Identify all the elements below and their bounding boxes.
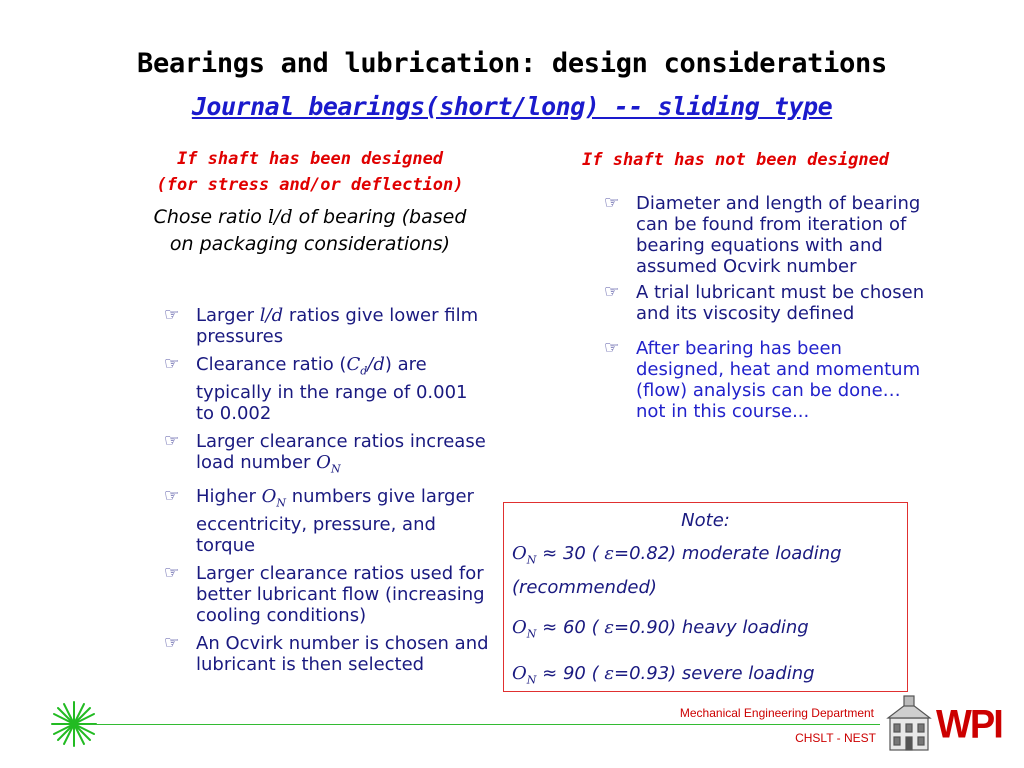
left-bullet-list xyxy=(160,305,490,682)
list-item: ☞ Higher $O_N$ numbers give larger eccentricity, pressure, and torque xyxy=(164,486,474,556)
pointing-hand-icon: ☞ xyxy=(164,430,180,451)
pointing-hand-icon: ☞ xyxy=(164,486,180,507)
footer-group: CHSLT - NEST xyxy=(795,731,876,745)
right-heading: If shaft has not been designed xyxy=(582,150,890,170)
list-item: ☞ Diameter and length of bearing can be found from iteration of bearing equations with and assumed Ocvirk number xyxy=(604,193,921,277)
pointing-hand-icon: ☞ xyxy=(164,305,180,325)
list-item: ☞ Clearance ratio $(C_d/d)$ are typically in the range of 0.001 to 0.002 xyxy=(164,354,468,424)
pointing-hand-icon: ☞ xyxy=(604,338,620,358)
pointing-hand-icon: ☞ xyxy=(164,562,180,583)
list-item: ☞ Larger clearance ratios increase load number $O_N$ xyxy=(164,430,486,476)
list-item: ☞ A trial lubricant must be chosen and its viscosity defined xyxy=(604,282,925,324)
building-icon xyxy=(884,694,934,752)
left-intro-ratio: l/d xyxy=(267,206,293,228)
list-item: ☞ Larger l/d ratios give lower film pressures xyxy=(164,305,479,347)
left-heading xyxy=(140,146,480,198)
left-intro xyxy=(150,204,470,258)
left-heading-line2: (for stress and/or deflection) xyxy=(156,175,464,195)
list-item: ☞ An Ocvirk number is chosen and lubricant is then selected xyxy=(164,632,489,675)
note-title: Note: xyxy=(681,510,730,531)
note-line-moderate: $O_N \approx 30$ ( ε=0.82) moderate loading (recommended) xyxy=(512,543,842,598)
slide-subtitle: Journal bearings(short/long) -- sliding type xyxy=(191,92,833,121)
pointing-hand-icon: ☞ xyxy=(164,632,180,653)
right-bullet-list xyxy=(600,193,930,427)
left-heading-line1: If shaft has been designed xyxy=(176,149,444,169)
list-item: ☞ After bearing has been designed, heat and momentum (flow) analysis can be done… not in this course... xyxy=(604,338,921,422)
left-intro-p1: Chose ratio xyxy=(153,206,268,228)
note-line-severe: $O_N \approx 90$ ( ε=0.93) severe loading xyxy=(512,663,815,687)
note-line-heavy: $O_N \approx 60$ ( ε=0.90) heavy loading xyxy=(512,617,809,641)
slide-title: Bearings and lubrication: design considerations xyxy=(137,48,887,79)
footer-department: Mechanical Engineering Department xyxy=(679,706,874,720)
left-intro-p2: of bearing (based on packaging considerations) xyxy=(169,206,467,255)
wpi-logo: WPI xyxy=(936,702,1002,748)
list-item: ☞ Larger clearance ratios used for better lubricant flow (increasing cooling conditions) xyxy=(164,562,485,626)
pointing-hand-icon: ☞ xyxy=(164,354,180,374)
footer-divider xyxy=(90,724,880,725)
pointing-hand-icon: ☞ xyxy=(604,193,620,213)
pointing-hand-icon: ☞ xyxy=(604,282,620,302)
